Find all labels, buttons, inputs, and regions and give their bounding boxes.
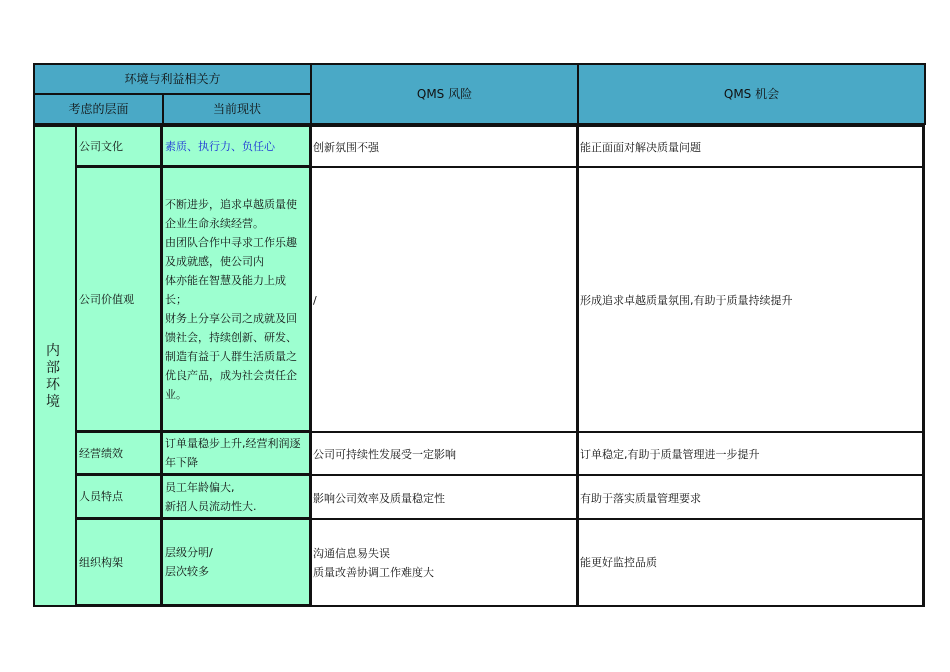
cell-text: 员工年龄偏大, 新招人员流动性大. [165, 480, 257, 513]
cell-text: 影响公司效率及质量稳定性 [313, 491, 445, 505]
cell-text: 不断进步，追求卓越质量使 企业生命永续经营。 由团队合作中寻求工作乐趣 及成就感，使公司内 体亦能在智慧及能力上成 长； 财务上分享公司之成就及回 馈社会，持续创新、研发、 制造有益于人群生活质量之 优良产品，成为社会责任企 业。 [165, 197, 297, 401]
cell-text: 公司文化 [79, 139, 123, 153]
cell-text: 订单稳定,有助于质量管理进一步提升 [580, 448, 760, 461]
table-row-3-opportunity [579, 431, 925, 476]
table-row-4-status [161, 474, 312, 520]
table-row-2-status [161, 166, 312, 433]
header-group-title-text: 环境与利益相关方 [124, 71, 221, 86]
side-label-text: 内 部 环 境 [46, 343, 60, 410]
table-row-3-aspect [75, 431, 163, 476]
table-row-3-risk [312, 431, 579, 476]
header-col-status [162, 93, 312, 125]
header-col-risk [310, 63, 579, 125]
cell-text: 公司可持续性发展受一定影响 [313, 448, 456, 461]
cell-text: / [313, 294, 317, 307]
table-row-5-opportunity [579, 518, 925, 607]
cell-text: 公司价值观 [79, 292, 134, 306]
header-col-opportunity [577, 63, 926, 125]
cell-text: 素质、执行力、负任心 [165, 139, 275, 153]
header-col-opportunity-text: QMS 机会 [723, 86, 780, 101]
table-row-1-risk [312, 125, 579, 168]
cell-text: 能正面面对解决质量问题 [580, 141, 701, 154]
table-row-1-status [161, 125, 312, 168]
table-row-1-opportunity [579, 125, 925, 168]
cell-text: 能更好监控品质 [580, 556, 657, 569]
cell-text: 形成追求卓越质量氛围,有助于质量持续提升 [580, 294, 793, 307]
cell-text: 层级分明/ 层次较多 [165, 546, 213, 578]
cell-text: 创新氛围不强 [313, 141, 379, 154]
table-row-4-opportunity [579, 474, 925, 520]
cell-text: 订单量稳步上升,经营利润逐 年下降 [165, 437, 301, 469]
side-label-internal-environment [33, 125, 77, 607]
table-row-2-opportunity [579, 166, 925, 433]
table-row-5-status [161, 518, 312, 607]
cell-text: 沟通信息易失误 质量改善协调工作难度大 [313, 546, 434, 579]
cell-text: 组织构架 [79, 555, 123, 569]
table-row-2-risk [312, 166, 579, 433]
cell-text: 经营绩效 [79, 446, 123, 460]
table-row-4-aspect [75, 474, 163, 520]
header-col-aspect [33, 93, 164, 125]
table-row-3-status [161, 431, 312, 476]
header-col-risk-text: QMS 风险 [416, 86, 473, 101]
header-col-status-text: 当前现状 [212, 101, 261, 116]
table-row-5-risk [312, 518, 579, 607]
table-row-1-aspect [75, 125, 163, 168]
header-col-aspect-text: 考虑的层面 [68, 101, 129, 116]
table-row-2-aspect [75, 166, 163, 433]
table-row-5-aspect [75, 518, 163, 607]
cell-text: 人员特点 [79, 490, 123, 503]
risk-opportunity-table [33, 63, 926, 607]
cell-text: 有助于落实质量管理要求 [580, 491, 701, 505]
table-row-4-risk [312, 474, 579, 520]
header-group-title [33, 63, 312, 95]
